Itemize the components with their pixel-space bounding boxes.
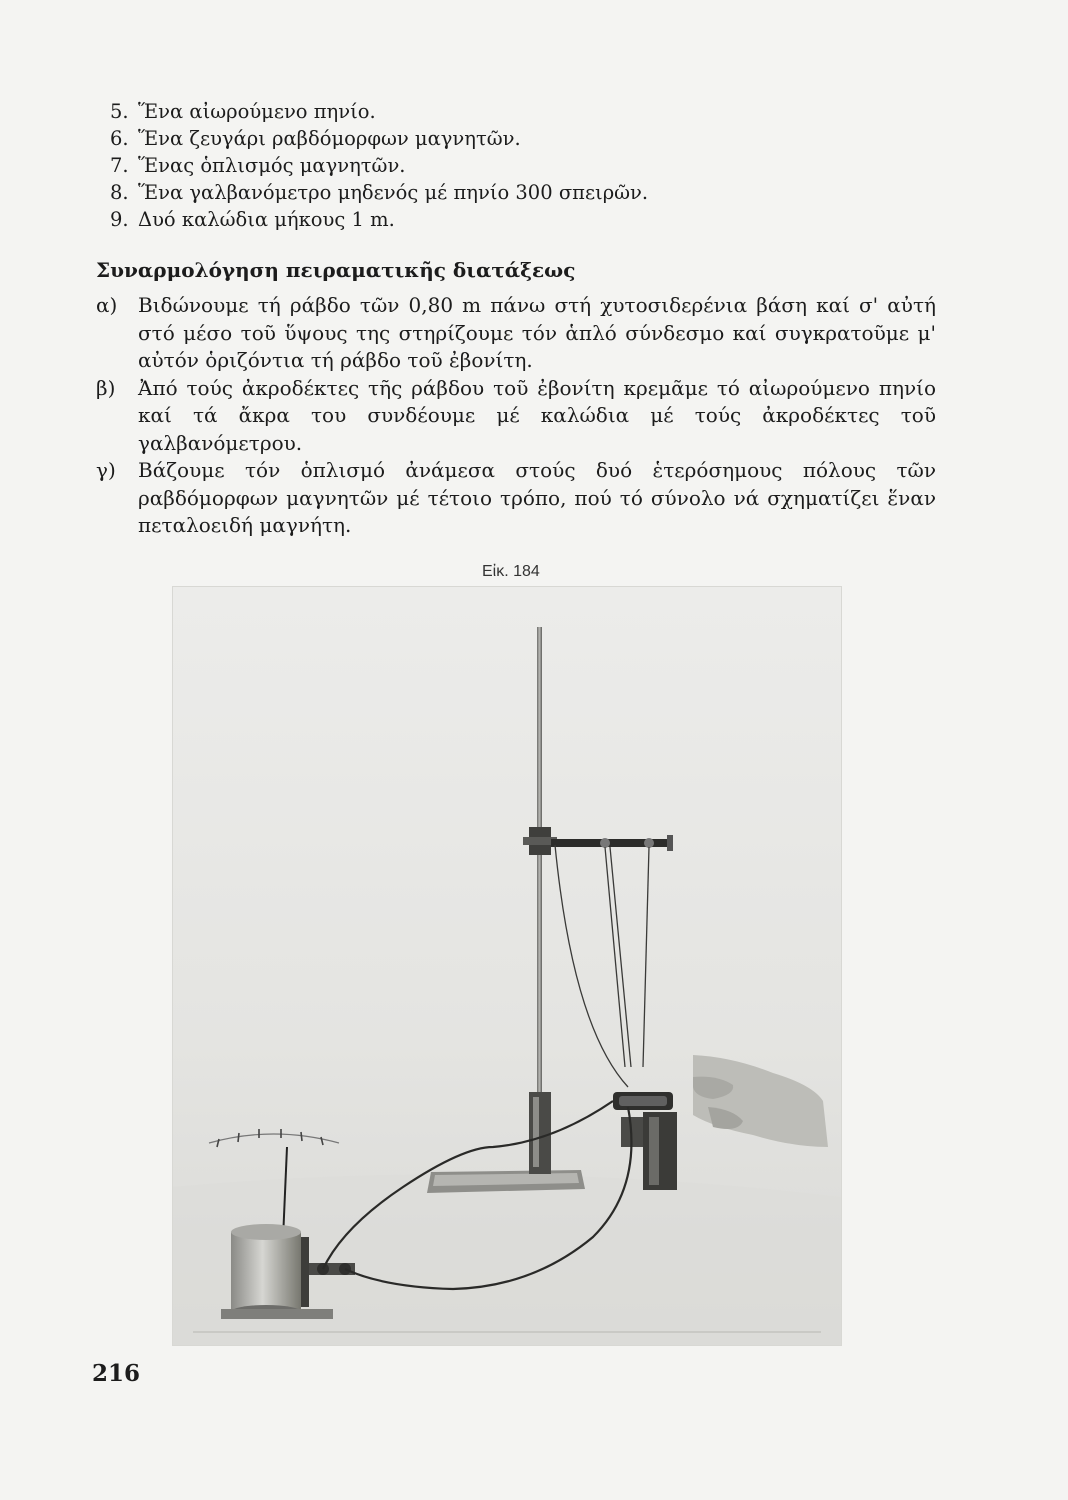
list-item [110, 152, 910, 179]
step-item [96, 292, 936, 375]
list-item [110, 125, 910, 152]
list-item [110, 206, 910, 233]
list-item [110, 179, 910, 206]
step-item [96, 375, 936, 458]
suspended-coil [613, 1092, 673, 1110]
figure-caption: Εἰκ. 184 [482, 563, 540, 580]
list-item-text: Ἕνα ζευγάρι ραβδόμορφων μαγνητῶν. [138, 127, 521, 150]
section-heading: Συναρμολόγηση πειραματικῆς διατάξεως [96, 258, 576, 282]
list-item-number: 8. [110, 181, 129, 204]
step-text: Βάζουμε τόν ὁπλισμό ἀνάμεσα στούς δυό ἑτερόσημους πόλους τῶν ραβδόμορφων μαγνητῶν μέ τέτοιο τρόπο, πού τό σύνολο νά σχηματίζει ἕναν πεταλοειδή μαγνήτη. [138, 458, 936, 537]
list-item-text: Ἕνα αἰωρούμενο πηνίο. [138, 100, 376, 123]
experiment-photo [172, 586, 842, 1346]
step-label: α) [96, 293, 118, 317]
stand-base [427, 1170, 585, 1193]
step-text: Ἀπό τούς ἀκροδέκτες τῆς ράβδου τοῦ ἐβονίτη κρεμᾶμε τό αἰωρούμενο πηνίο καί τά ἄκρα του συνδέουμε μέ καλώδια μέ τούς ἀκροδέκτες τοῦ γαλβανόμετρου. [138, 375, 936, 455]
list-item [110, 98, 910, 125]
apparatus-illustration [173, 587, 841, 1345]
list-item-number: 6. [110, 127, 129, 150]
list-item-text: Ἕνα γαλβανόμετρο μηδενός μέ πηνίο 300 σπειρῶν. [138, 181, 649, 204]
assembly-steps [96, 292, 936, 540]
step-item [96, 457, 936, 540]
step-label: β) [96, 375, 116, 400]
list-item-text: Ἕνας ὁπλισμός μαγνητῶν. [138, 154, 406, 177]
step-text: Βιδώνουμε τή ράβδο τῶν 0,80 m πάνω στή χυτοσιδερένια βάση καί σ' αὐτή στό μέσο τοῦ ὕψους της στηρίζουμε τόν ἁπλό σύνδεσμο καί συγκρατοῦμε μ' αὐτόν ὁριζόντια τή ράβδο τοῦ ἐβονίτη. [138, 293, 936, 372]
list-item-number: 5. [110, 100, 129, 123]
materials-list [110, 98, 910, 233]
step-label: γ) [96, 458, 116, 482]
list-item-number: 9. [110, 208, 129, 231]
page-number: 216 [92, 1360, 141, 1387]
list-item-text: Δυό καλώδια μήκους 1 m. [138, 208, 395, 231]
list-item-number: 7. [110, 154, 129, 177]
